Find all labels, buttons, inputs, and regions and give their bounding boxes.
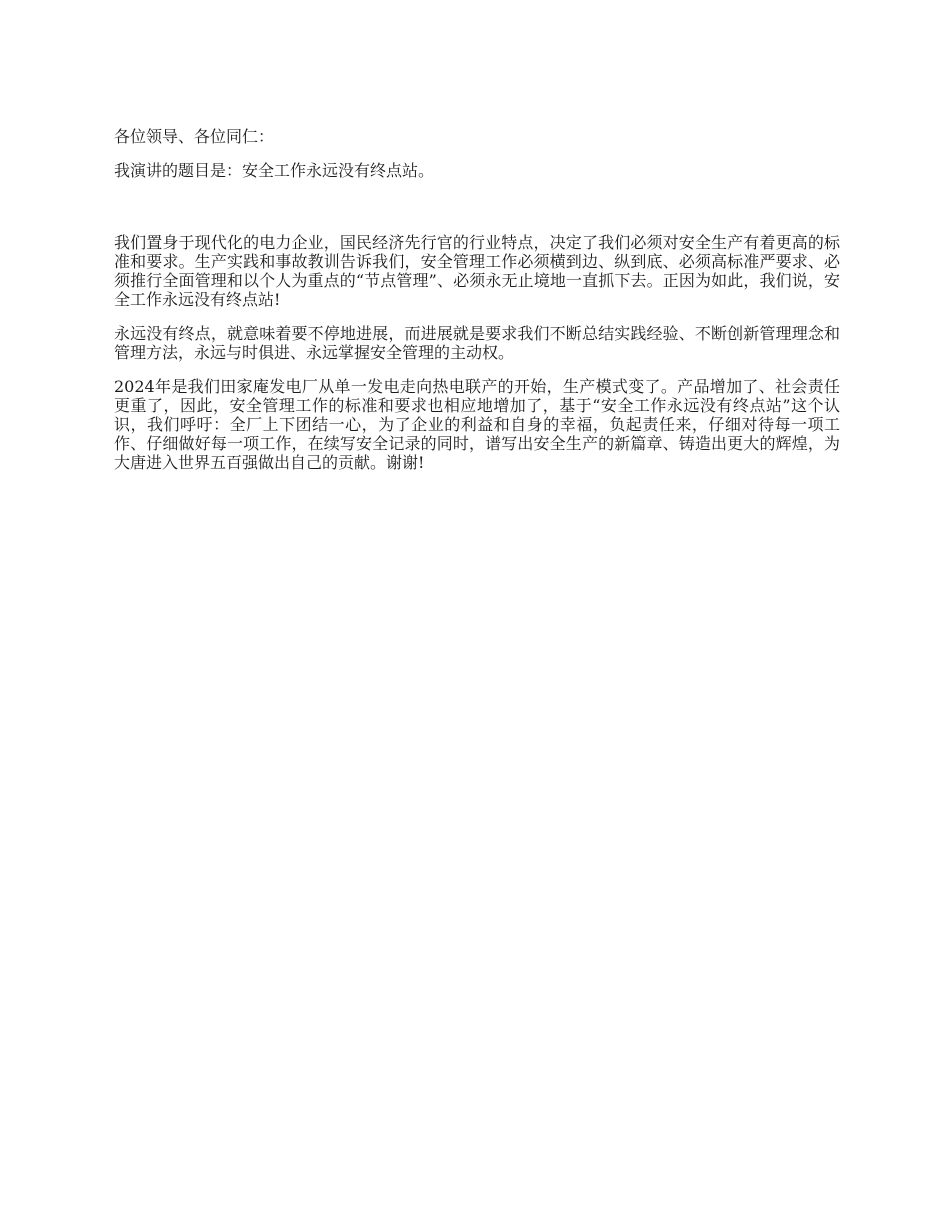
greeting-line: 各位领导、各位同仁： <box>114 127 275 146</box>
document-page <box>114 127 840 487</box>
paragraph-1: 我们置身于现代化的电力企业，国民经济先行官的行业特点，决定了我们必须对安全生产有着更高的标准和要求。生产实践和事故教训告诉我们，安全管理工作必须横到边、纵到底、必须高标准严要求、必须推行全面管理和以个人为重点的“节点管理”、必须永无止境地一直抓下去。正因为如此，我们说，安全工作永远没有终点站! <box>114 233 840 309</box>
paragraph-2: 永远没有终点，就意味着要不停地进展，而进展就是要求我们不断总结实践经验、不断创新管理理念和管理方法，永远与时俱进、永远掌握安全管理的主动权。 <box>114 324 840 362</box>
paragraph-3: 2024年是我们田家庵发电厂从单一发电走向热电联产的开始，生产模式变了。产品增加了、社会责任更重了，因此，安全管理工作的标准和要求也相应地增加了，基于“安全工作永远没有终点站”这个认识，我们呼吁：全厂上下团结一心，为了企业的利益和自身的幸福，负起责任来，仔细对待每一项工作、仔细做好每一项工作，在续写安全记录的同时，谱写出安全生产的新篇章、铸造出更大的辉煌，为大唐进入世界五百强做出自己的贡献。谢谢! <box>114 377 840 472</box>
speech-topic: 我演讲的题目是：安全工作永远没有终点站。 <box>114 161 435 180</box>
